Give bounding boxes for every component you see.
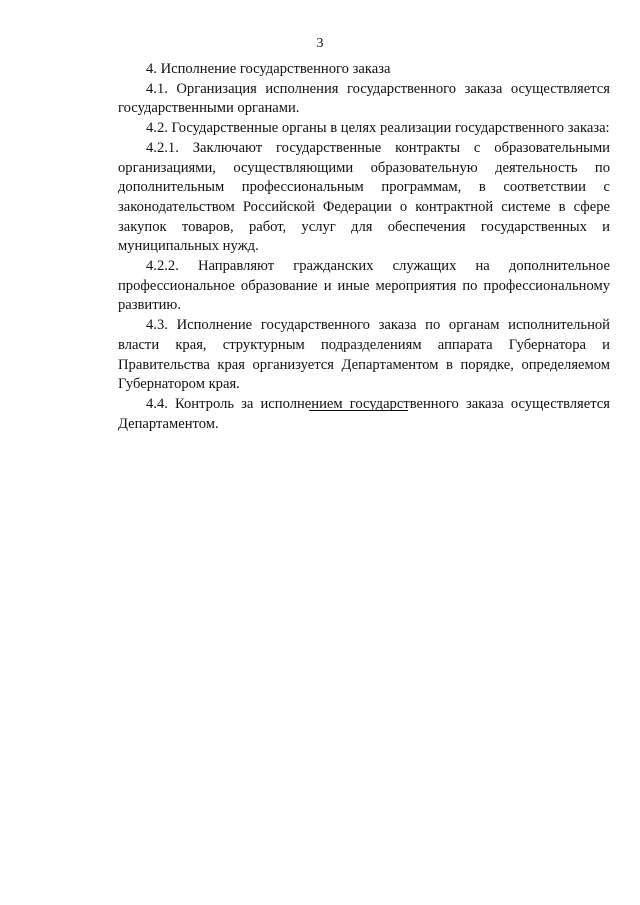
paragraph-4-2-1: 4.2.1. Заключают государственные контракты с образовательными организациями, осуществляющими образовательную деятельность по дополнительным профессиональным программам, в соответствии с законодательством Российской Федерации о контрактной системе в сфере закупок товаров, работ, услуг для обеспечения государственных и муниципальных нужд. — [118, 139, 610, 255]
paragraph-4-3: 4.3. Исполнение государственного заказа по органам исполнительной власти края, структурным подразделениям аппарата Губернатора и Правительства края организуется Департаментом в порядке, определяемом Губернатором края. — [118, 317, 610, 393]
paragraph-4-4: 4.4. Контроль за исполнением государственного заказа осуществляется Департаментом. — [118, 395, 610, 432]
paragraph-4-2-2: 4.2.2. Направляют гражданских служащих на дополнительное профессиональное образование и иные мероприятия по профессиональному развитию. — [118, 258, 610, 314]
document-body — [118, 60, 610, 434]
page-number: 3 — [316, 36, 324, 51]
section-heading: 4. Исполнение государственного заказа — [146, 61, 391, 77]
paragraph-4-2: 4.2. Государственные органы в целях реализации государственного заказа: — [146, 120, 610, 137]
paragraph-4-1: 4.1. Организация исполнения государственного заказа осуществляется государственными органами. — [118, 80, 610, 117]
end-of-document-rule — [309, 410, 408, 411]
